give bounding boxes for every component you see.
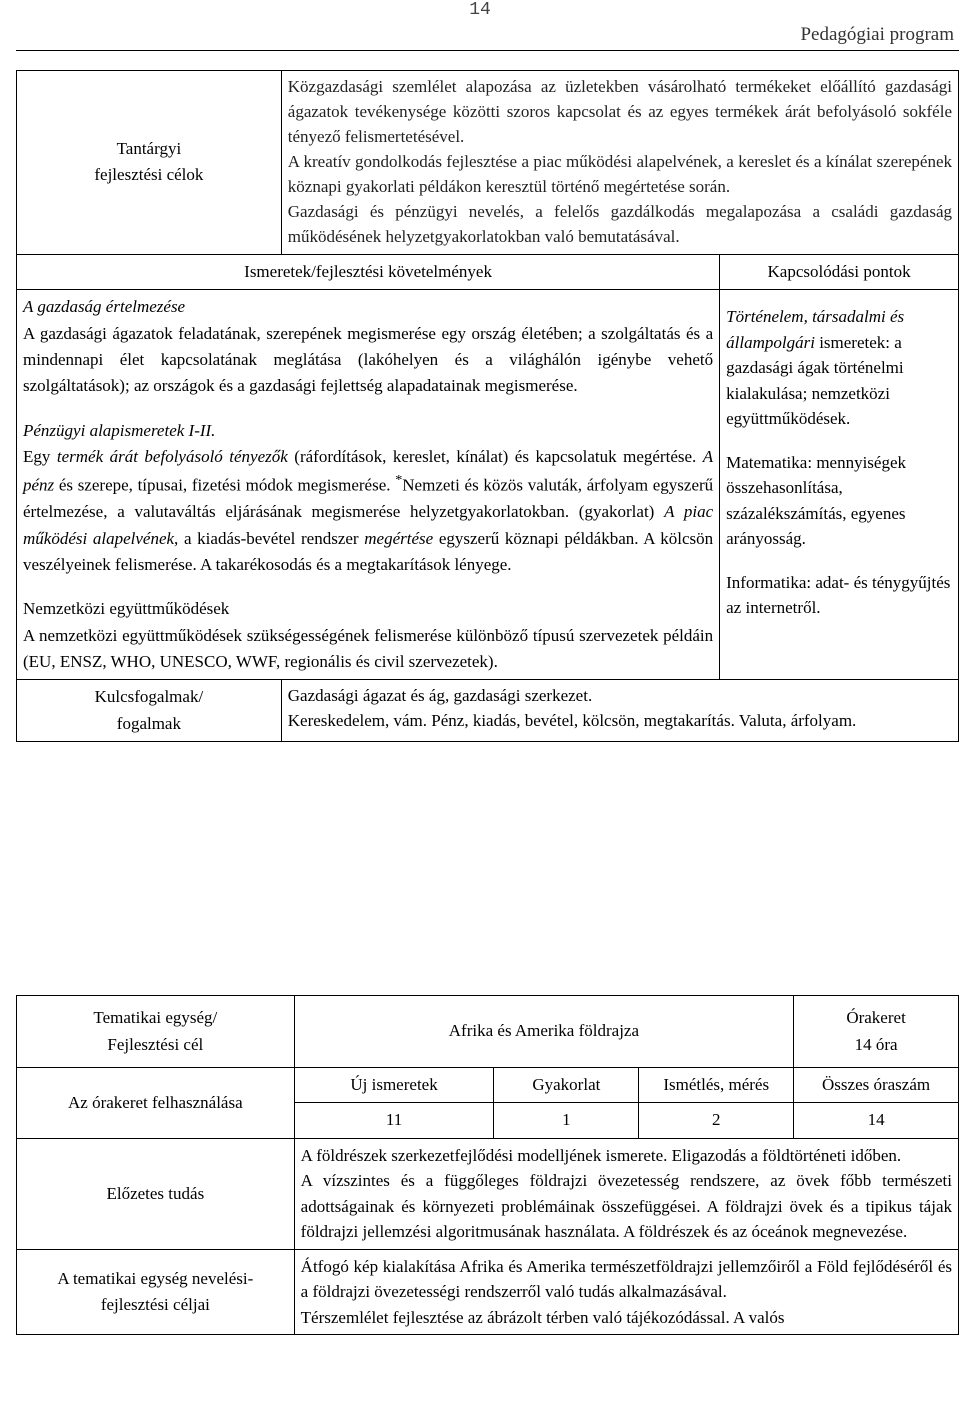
hours-value: 14 óra [854,1034,898,1054]
unit-label-line1: Tematikai egység/ [93,1008,218,1028]
hours-row-label: Az órakeret felhasználása [17,1068,295,1139]
keywords-label-line2: fogalmak [116,713,181,733]
link-math-text: mennyiségek összehasonlítása, százalékszámítás, egyenes arányosság. [726,452,907,549]
finance-text-d: A pénz [23,446,714,495]
section-text-finance [23,444,713,578]
aims-label [17,1249,295,1335]
header-rule [16,50,959,51]
aims-row [17,1249,959,1335]
unit-table [16,995,959,1335]
table1-header-row [17,254,959,289]
finance-text-g: A piac működési alapelvének [23,502,714,548]
keywords-text [281,680,958,742]
requirements-cell [17,290,720,680]
goals-paragraph-2: A kreatív gondolkodás fejlesztése a piac működési alapelvének, a kereslet és a kínálat szerepének köznapi gyakorlati példákon keresztül történő megértetése során. [287,151,952,196]
prior-label: Előzetes tudás [17,1138,295,1249]
hours-label: Órakeret [846,1008,906,1028]
unit-hours [794,996,959,1068]
subject-table [16,70,959,742]
section-title-finance: Pénzügyi alapismeretek I-II. [23,420,216,440]
prior-paragraph-1: A földrészek szerkezetfejlődési modelljének ismerete. Eligazodás a földtörténeti időben. [300,1145,902,1165]
link-informatics-subject: Informatika: [726,572,812,592]
hours-header-review: Ismétlés, mérés [639,1068,794,1103]
finance-text-i: megértése [364,528,434,548]
finance-text-f: Nemzeti és közös valuták, árfolyam egyszerű értelmezése, a valutaváltás eljárásának megismerése helyzetgyakorlatokban. (gyakorlat) [23,475,714,522]
finance-text-h: , a kiadás-bevétel rendszer [174,528,365,548]
section-title-international: Nemzetközi együttműködések [23,599,230,619]
hours-value-practice: 1 [494,1103,639,1138]
keywords-row [17,680,959,742]
goals-paragraph-3: Gazdasági és pénzügyi nevelés, a felelős gazdálkodás megalapozása a családi gazdaság működésének helyzetgyakorlatokban való bemutatásával. [287,201,952,246]
hours-header-new: Új ismeretek [294,1068,494,1103]
hours-value-new: 11 [294,1103,494,1138]
links-cell [720,290,959,680]
keywords-label [17,680,282,742]
section-text-international: A nemzetközi együttműködések szükségességének felismerése különböző típusú szervezetek példáin (EU, ENSZ, WHO, UNESCO, WWF, regionális és civil szervezetek). [23,625,714,672]
hours-value-total: 14 [794,1103,959,1138]
section-title-economy: A gazdaság értelmezése [23,297,186,317]
prior-text [294,1138,958,1249]
prior-row [17,1138,959,1249]
finance-star: * [395,472,403,489]
aims-text [294,1249,958,1335]
hours-header-total: Összes óraszám [794,1068,959,1103]
finance-text-j: egyszerű köznapi példákban. A kölcsön veszélyeinek felismerése. A takarékosodás és a megtakarítások lényege. [23,528,714,574]
unit-title: Afrika és Amerika földrajza [294,996,793,1068]
goals-label-line2: fejlesztési célok [94,165,204,185]
requirements-header: Ismeretek/fejlesztési követelmények [17,254,720,289]
goals-label [17,71,282,255]
link-informatics-text: adat- és ténygyűjtés az internetről. [726,572,951,618]
page-number: 14 [469,0,491,20]
link-math-subject: Matematika: [726,452,813,472]
goals-text [281,71,958,255]
finance-text-e: és szerepe, típusai, fizetési módok megismerése. [54,475,396,495]
goals-row [17,71,959,255]
unit-label [17,996,295,1068]
keywords-line-1: Gazdasági ágazat és ág, gazdasági szerkezet. [287,686,593,706]
hours-header-practice: Gyakorlat [494,1068,639,1103]
link-informatics [726,570,952,621]
unit-label-line2: Fejlesztési cél [107,1034,204,1054]
finance-text-b: termék árát befolyásoló tényezők [56,446,288,466]
link-history-subject: Történelem, társadalmi és állampolgári [726,307,905,352]
finance-text-c: (ráfordítások, kereslet, kínálat) és kapcsolatuk megértése. [287,446,703,466]
finance-text-a: Egy [23,446,57,466]
hours-header-row [17,1068,959,1103]
link-history [726,304,952,432]
keywords-line-2: Kereskedelem, vám. Pénz, kiadás, bevétel, kölcsön, megtakarítás. Valuta, árfolyam. [287,711,857,730]
goals-paragraph-1: Közgazdasági szemlélet alapozása az üzletekben vásárolható termékeket előállító gazdasági ágazatok tevékenysége közötti szoros kapcsolat és az egyes termékek árát befolyásoló sokféle tényező felismertetésével. [287,77,952,146]
keywords-label-line1: Kulcsfogalmak/ [94,687,204,707]
goals-label-line1: Tantárgyi [116,139,182,159]
link-math [726,450,952,552]
unit-title-row [17,996,959,1068]
links-header: Kapcsolódási pontok [720,254,959,289]
section-text-economy: A gazdasági ágazatok feladatának, szerepének megismerése egy ország életében; a szolgáltatás és a mindennapi élet kapcsolatának meglátása (lakóhelyen és a világhálón igénybe vehető szolgáltatások); az országok és a gazdasági fejlettség alapadatainak megismerése. [23,323,714,396]
aims-label-line1: A tematikai egység nevelési- [57,1268,254,1288]
content-row [17,290,959,680]
document-title: Pedagógiai program [800,24,954,45]
hours-value-review: 2 [639,1103,794,1138]
link-history-text: ismeretek: a gazdasági ágak történelmi kialakulása; nemzetközi együttműködések. [726,332,904,429]
aims-paragraph-1: Átfogó kép kialakítása Afrika és Amerika természetföldrajzi jellemzőiről a Föld fejlődéséről és a földrajzi övezetességi rendszerről való tudás alkalmazásával. [300,1256,952,1302]
aims-label-line2: fejlesztési céljai [100,1294,210,1314]
aims-paragraph-2: Térszemlélet fejlesztése az ábrázolt térben való tájékozódással. A valós [300,1307,785,1327]
prior-paragraph-2: A vízszintes és a függőleges földrajzi övezetesség rendszere, az övek főbb természeti adottságainak és környezeti problémáinak összefüggései. A földrajzi övek és a tipikus tájak földrajzi jellemzési algoritmusának használata. A földrészek és az óceánok megnevezése. [300,1171,952,1242]
